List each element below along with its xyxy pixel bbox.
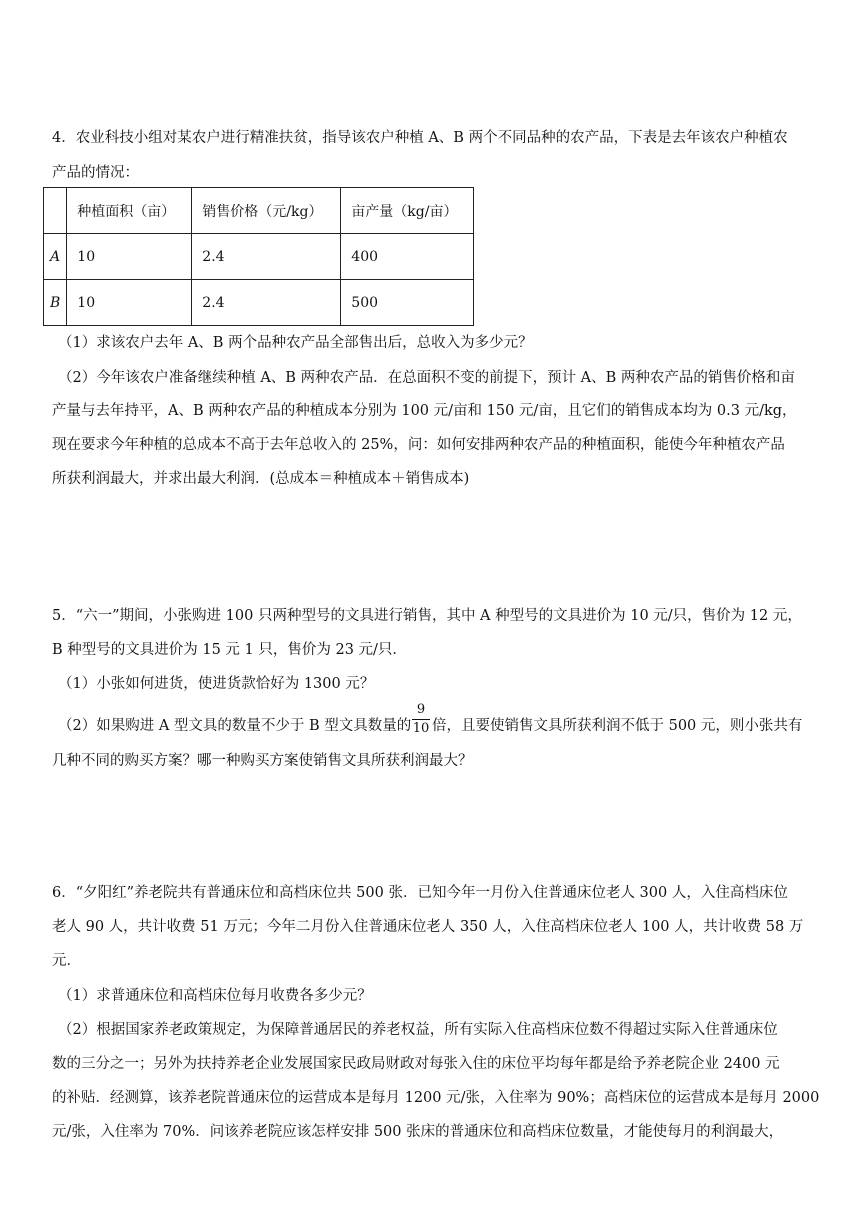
q6-part-2-line-2: 数的三分之一；另外为扶持养老企业发展国家民政局财政对每张入住的床位平均每年都是给予养老院企业 2400 元 (52, 1056, 780, 1072)
table-header-row (44, 188, 474, 234)
q6-text-line-3: 元． (52, 953, 81, 969)
table-cell: 2.4 (192, 280, 341, 326)
table-cell: 2.4 (192, 234, 341, 280)
q6-text-line-2: 老人 90 人，共计收费 51 万元；今年二月份入住普通床位老人 350 人，入住高档床位老人 100 人，共计收费 58 万 (52, 919, 804, 935)
q5-text-line-1: 5．“六一”期间，小张购进 100 只两种型号的文具进行销售，其中 A 种型号的文具进价为 10 元/只，售价为 12 元， (52, 608, 802, 624)
q5-part-2-line-1a: （2）如果购进 A 型文具的数量不少于 B 型文具数量的 (58, 718, 412, 734)
q4-part-2-line-4: 所获利润最大，并求出最大利润．(总成本＝种植成本＋销售成本) (52, 471, 470, 487)
table-cell (44, 188, 67, 234)
q4-part-2-line-3: 现在要求今年种植的总成本不高于去年总收入的 25%，问：如何安排两种农产品的种植面积，能使今年种植农产品 (52, 437, 785, 453)
table-cell: A (44, 234, 67, 280)
q6-part-2-line-3: 的补贴．经测算，该养老院普通床位的运营成本是每月 1200 元/张，入住率为 90%；高档床位的运营成本是每月 2000 (52, 1090, 820, 1106)
q6-part-2-line-1: （2）根据国家养老政策规定，为保障普通居民的养老权益，所有实际入住高档床位数不得超过实际入住普通床位 (58, 1022, 778, 1038)
table-cell: 10 (67, 234, 192, 280)
q4-text-line-1: 4．农业科技小组对某农户进行精准扶贫，指导该农户种植 A、B 两个不同品种的农产品，下表是去年该农户种植农 (52, 130, 788, 146)
fraction-denominator: 10 (412, 721, 430, 736)
q5-text-line-2: B 种型号的文具进价为 15 元 1 只，售价为 23 元/只． (52, 642, 407, 658)
table-row (44, 234, 474, 280)
table-header-cell: 种植面积（亩） (67, 188, 192, 234)
q4-part-2-line-2: 产量与去年持平，A、B 两种农产品的种植成本分别为 100 元/亩和 150 元/亩，且它们的销售成本均为 0.3 元/kg， (52, 403, 797, 419)
table-cell: B (44, 280, 67, 326)
table-header-cell: 亩产量（kg/亩） (341, 188, 474, 234)
fraction-bar (412, 719, 430, 720)
q6-part-2-line-4: 元/张，入住率为 70%．问该养老院应该怎样安排 500 张床的普通床位和高档床位数量，才能使每月的利润最大， (52, 1124, 784, 1140)
table-cell: 400 (341, 234, 474, 280)
table-cell: 500 (341, 280, 474, 326)
fraction-numerator: 9 (416, 702, 426, 717)
table-row (44, 280, 474, 326)
table-cell: 10 (67, 280, 192, 326)
q4-text-line-2: 产品的情况： (52, 165, 139, 181)
q6-part-1: （1）求普通床位和高档床位每月收费各多少元？ (58, 988, 372, 1004)
q5-part-2-line-1b: 倍，且要使销售文具所获利润不低于 500 元，则小张共有 (432, 718, 803, 734)
q5-part-2-line-2: 几种不同的购买方案？哪一种购买方案使销售文具所获利润最大？ (52, 753, 473, 769)
q6-text-line-1: 6．“夕阳红”养老院共有普通床位和高档床位共 500 张．已知今年一月份入住普通床位老人 300 人，入住高档床位 (52, 885, 788, 901)
q5-part-1: （1）小张如何进货，使进货款恰好为 1300 元？ (58, 676, 375, 692)
table-header-cell: 销售价格（元/kg） (192, 188, 341, 234)
q4-part-1: （1）求该农户去年 A、B 两个品种农产品全部售出后，总收入为多少元？ (58, 335, 533, 351)
q4-table (43, 187, 474, 326)
q4-part-2-line-1: （2）今年该农户准备继续种植 A、B 两种农产品．在总面积不变的前提下，预计 A、B 两种农产品的销售价格和亩 (58, 370, 795, 386)
fraction-nine-tenths (412, 702, 430, 737)
